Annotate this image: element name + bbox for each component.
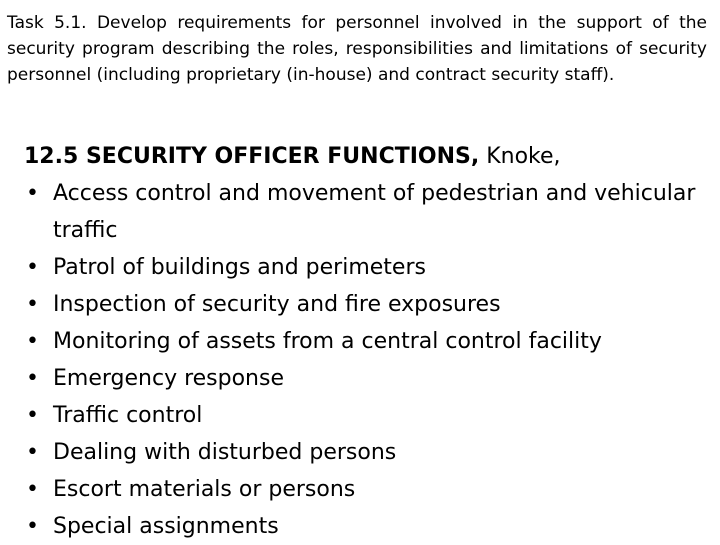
list-item-text: Escort materials or persons [53,477,356,502]
list-item-text: Emergency response [53,366,284,391]
list-item [24,175,714,249]
list-item-text: Patrol of buildings and perimeters [53,255,426,280]
list-item [24,323,714,360]
list-item-text: Inspection of security and fire exposures [53,292,501,317]
list-item [24,249,714,286]
list-item [24,508,714,545]
list-item [24,360,714,397]
bullet-icon: • [26,514,39,539]
section-heading-title: 12.5 SECURITY OFFICER FUNCTIONS, [24,144,480,169]
list-item-text: Special assignments [53,514,279,539]
section-heading [24,138,714,175]
list-item-text: Traffic control [53,403,203,428]
list-item-text: Dealing with disturbed persons [53,440,397,465]
list-item [24,471,714,508]
list-item-text: Access control and movement of pedestrian and vehicular traffic [53,181,696,243]
list-item [24,434,714,471]
list-item-text: Monitoring of assets from a central control facility [53,329,602,354]
section-heading-source: Knoke, [479,144,561,169]
task-description: Task 5.1. Develop requirements for personnel involved in the support of the security program describing the roles, responsibilities and limitations of security personnel (including proprietary (in-house) and contract security staff). [7,13,707,85]
bullet-icon: • [26,477,39,502]
bullet-icon: • [26,255,39,280]
list-item [24,286,714,323]
functions-list [24,175,714,545]
bullet-icon: • [26,329,39,354]
security-officer-functions-section [24,138,714,545]
bullet-icon: • [26,181,39,206]
bullet-icon: • [26,292,39,317]
list-item [24,397,714,434]
bullet-icon: • [26,403,39,428]
bullet-icon: • [26,366,39,391]
bullet-icon: • [26,440,39,465]
